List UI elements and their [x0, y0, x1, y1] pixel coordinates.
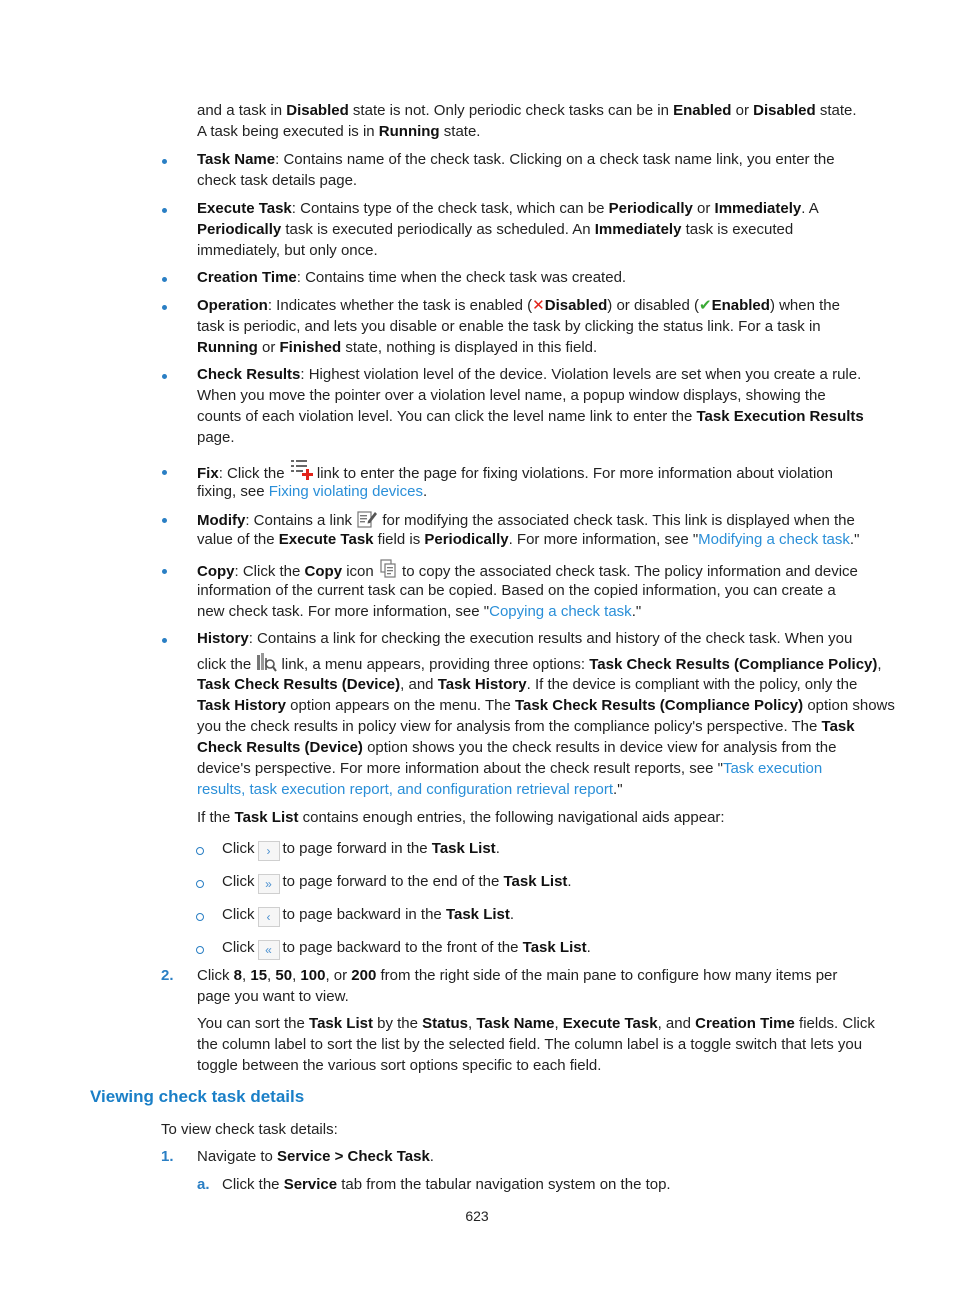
history-line-6: Check Results (Device) option shows you the check results in device view for analysis from the: [197, 739, 837, 756]
fix-line-1: Fix: Click the link to enter the page for fixing violations. For more information about violation: [197, 459, 833, 487]
intro-line-1: and a task in Disabled state is not. Only periodic check tasks can be in Enabled or Disabled state.: [197, 102, 857, 119]
sub-bullet: [196, 946, 204, 954]
bullet: [161, 206, 169, 214]
substep-a: Click the Service tab from the tabular navigation system on the top.: [222, 1176, 671, 1193]
operation-line-1: Operation: Indicates whether the task is enabled (✕Disabled) or disabled (✔Enabled) when the: [197, 297, 840, 314]
task-execution-results-link-continued[interactable]: results, task execution report, and configuration retrieval report: [197, 781, 614, 798]
fixing-violating-devices-link[interactable]: Fixing violating devices: [268, 483, 423, 500]
bullet: [161, 157, 169, 165]
history-line-3: Task Check Results (Device), and Task History. If the device is compliant with the policy, only the: [197, 676, 858, 693]
copy-line-1: Copy: Click the Copy icon to copy the associated check task. The policy information and device: [197, 559, 858, 585]
operation-line-2: task is periodic, and lets you disable or enable the task by clicking the status link. For a task in: [197, 318, 821, 335]
check-results-line-2: When you move the pointer over a violation level name, a popup window displays, showing the: [197, 387, 826, 404]
execute-task-line-1: Execute Task: Contains type of the check task, which can be Periodically or Immediately. A: [197, 200, 819, 217]
page-back-button[interactable]: ‹: [258, 907, 280, 927]
step-number: 1.: [161, 1148, 174, 1165]
bullet: [161, 636, 169, 644]
bullet: [161, 275, 169, 283]
enabled-check-icon: ✔: [699, 297, 712, 314]
sort-line-2: the column label to sort the list by the selected field. The column label is a toggle switch that lets you: [197, 1036, 863, 1053]
intro-line-2: A task being executed is in Running state.: [197, 123, 481, 140]
modify-line-2: value of the Execute Task field is Periodically. For more information, see "Modifying a check task.": [197, 531, 860, 548]
bullet: [161, 303, 169, 311]
history-line-1: History: Contains a link for checking the execution results and history of the check task. When you: [197, 630, 853, 647]
copying-check-task-link[interactable]: Copying a check task: [489, 603, 632, 620]
task-name-line-1: Task Name: Contains name of the check task. Clicking on a check task name link, you enter the: [197, 151, 835, 168]
history-line-5: you the check results in policy view for analysis from the compliance policy's perspective. The Task: [197, 718, 855, 735]
sub-bullet: [196, 847, 204, 855]
sub-bullet: [196, 880, 204, 888]
page-forward-button[interactable]: ›: [258, 841, 280, 861]
section-intro: To view check task details:: [161, 1121, 338, 1138]
nav-item-forward: Click › to page forward in the Task List.: [222, 838, 500, 861]
nav-item-back: Click ‹ to page backward in the Task List.: [222, 904, 514, 927]
task-execution-results-link[interactable]: Task execution: [722, 760, 823, 777]
execute-task-line-2: Periodically task is executed periodically as scheduled. An Immediately task is executed: [197, 221, 794, 238]
step-number: 2.: [161, 967, 174, 984]
nav-intro: If the Task List contains enough entries, the following navigational aids appear:: [197, 809, 725, 826]
fix-line-2: fixing, see Fixing violating devices.: [197, 483, 428, 500]
sort-line-1: You can sort the Task List by the Status, Task Name, Execute Task, and Creation Time fields. Click: [197, 1015, 875, 1032]
history-line-4: Task History option appears on the menu. The Task Check Results (Compliance Policy) option shows: [197, 697, 895, 714]
history-line-8: results, task execution report, and configuration retrieval report.": [197, 781, 623, 798]
page-last-button[interactable]: »: [258, 874, 280, 894]
execute-task-line-3: immediately, but only once.: [197, 242, 378, 259]
sort-line-3: toggle between the various sort options specific to each field.: [197, 1057, 602, 1074]
copy-line-2: information of the current task can be copied. Based on the copied information, you can create a: [197, 582, 836, 599]
check-results-line-4: page.: [197, 429, 235, 446]
bullet: [161, 372, 169, 380]
nav-item-last: Click » to page forward to the end of the Task List.: [222, 871, 572, 894]
step2-line-2: page you want to view.: [197, 988, 349, 1005]
modify-line-1: Modify: Contains a link for modifying the associated check task. This link is displayed when the: [197, 508, 855, 534]
substep-letter: a.: [197, 1176, 210, 1193]
sub-bullet: [196, 913, 204, 921]
copy-line-3: new check task. For more information, see "Copying a check task.": [197, 603, 642, 620]
navigate-step: Navigate to Service > Check Task.: [197, 1148, 434, 1165]
creation-time-line: Creation Time: Contains time when the check task was created.: [197, 269, 627, 286]
history-line-7: device's perspective. For more information about the check result reports, see "Task execution: [197, 760, 823, 777]
bullet: [161, 516, 169, 524]
disabled-x-icon: ✕: [532, 297, 545, 314]
operation-line-3: Running or Finished state, nothing is displayed in this field.: [197, 339, 598, 356]
check-results-line-1: Check Results: Highest violation level of the device. Violation levels are set when you create a rule.: [197, 366, 862, 383]
section-heading: Viewing check task details: [90, 1087, 305, 1106]
page-first-button[interactable]: «: [258, 940, 280, 960]
modifying-check-task-link[interactable]: Modifying a check task: [698, 531, 850, 548]
bullet: [161, 468, 169, 476]
step2-line-1: Click 8, 15, 50, 100, or 200 from the right side of the main pane to configure how many items per: [197, 967, 838, 984]
check-results-line-3: counts of each violation level. You can click the level name link to enter the Task Execution Results: [197, 408, 864, 425]
page-number: 623: [465, 1208, 489, 1224]
task-name-line-2: check task details page.: [197, 172, 358, 189]
nav-item-first: Click « to page backward to the front of the Task List.: [222, 937, 591, 960]
bullet: [161, 567, 169, 575]
history-line-2: click the link, a menu appears, providing three options: Task Check Results (Compliance Policy),: [197, 652, 882, 678]
